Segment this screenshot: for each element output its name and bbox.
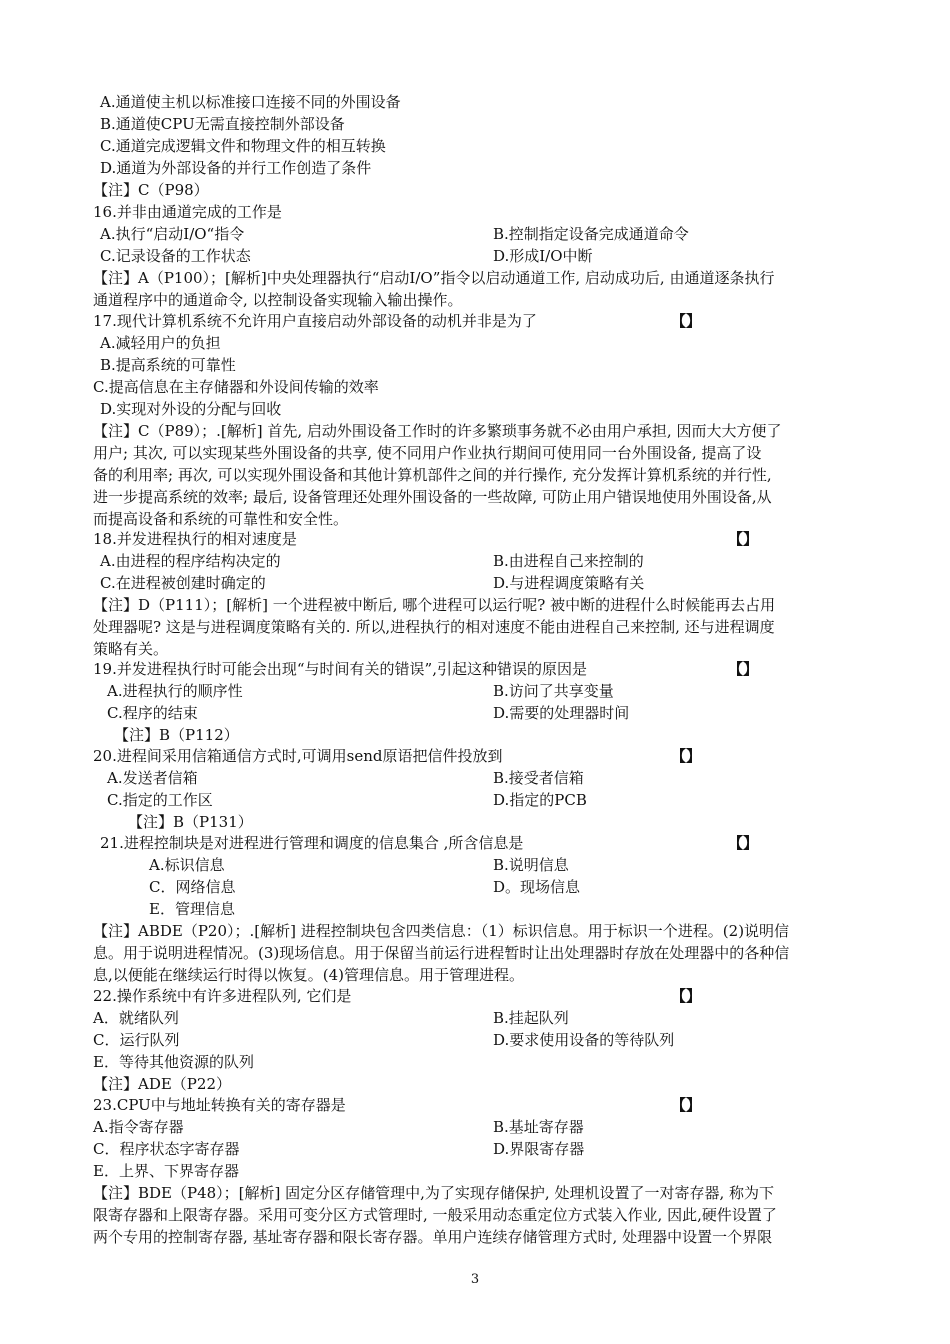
- q22-stem: 22.操作系统中有许多进程队列, 它们是: [93, 987, 352, 1005]
- q23-option-a: A.指令寄存器: [93, 1118, 184, 1136]
- q19-option-b: B.访问了共享变量: [493, 682, 614, 700]
- q17-note-line-3: 备的利用率; 再次, 可以实现外围设备和其他计算机部件之间的并行操作, 充分发挥计算机系统的并行性,: [93, 466, 772, 484]
- q17-note-line-1: 【注】C（P89）；.[解析] 首先, 启动外围设备工作时的许多繁琐事务就不必由用户承担, 因而大大方便了: [93, 422, 782, 440]
- q20-option-b: B.接受者信箱: [493, 769, 584, 787]
- q18-answer-bracket: 【】: [728, 530, 759, 548]
- q23-option-c: C．程序状态字寄存器: [93, 1140, 240, 1158]
- q21-note-line-3: 息,以便能在继续运行时得以恢复。(4)管理信息。用于管理进程。: [93, 966, 525, 984]
- q23-option-d: D.界限寄存器: [493, 1140, 585, 1158]
- q17-option-a: A.减轻用户的负担: [100, 334, 221, 352]
- q21-option-e: E．管理信息: [149, 900, 235, 918]
- q17-note-line-5: 而提高设备和系统的可靠性和安全性。: [93, 510, 349, 528]
- q21-stem: 21.进程控制块是对进程进行管理和调度的信息集合 ,所含信息是: [100, 834, 524, 852]
- q20-note: 【注】B（P131）: [128, 813, 253, 831]
- q22-option-c: C．运行队列: [93, 1031, 180, 1049]
- q16-option-a: A.执行“启动I/O“指令: [100, 225, 245, 243]
- q21-option-d: D。现场信息: [493, 878, 581, 896]
- q16-option-c: C.记录设备的工作状态: [100, 247, 251, 265]
- q21-option-b: B.说明信息: [493, 856, 569, 874]
- q22-option-a: A．就绪队列: [93, 1009, 179, 1027]
- q20-option-d: D.指定的PCB: [493, 791, 587, 809]
- q23-option-b: B.基址寄存器: [493, 1118, 584, 1136]
- q22-option-d: D.要求使用设备的等待队列: [493, 1031, 675, 1049]
- q17-option-d: D.实现对外设的分配与回收: [100, 400, 282, 418]
- q23-note-line-2: 限寄存器和上限寄存器。采用可变分区方式管理时, 一般采用动态重定位方式装入作业, 因此,硬件设置了: [93, 1206, 777, 1224]
- q18-note-line-1: 【注】D（P111）；[解析] 一个进程被中断后, 哪个进程可以运行呢? 被中断的进程什么时候能再去占用: [93, 596, 776, 614]
- q17-option-b: B.提高系统的可靠性: [100, 356, 236, 374]
- q16-stem: 16.并非由通道完成的工作是: [93, 203, 282, 221]
- q21-note-line-1: 【注】ABDE（P20）；.[解析] 进程控制块包含四类信息：（1）标识信息。用于标识一个进程。(2)说明信: [93, 922, 790, 940]
- q18-option-a: A.由进程的程序结构决定的: [100, 552, 281, 570]
- q15-option-d: D.通道为外部设备的并行工作创造了条件: [100, 159, 372, 177]
- q18-option-b: B.由进程自己来控制的: [493, 552, 644, 570]
- q15-note: 【注】C（P98）: [93, 181, 209, 199]
- q21-option-a: A.标识信息: [149, 856, 225, 874]
- q20-answer-bracket: 【】: [671, 747, 702, 765]
- q16-note-line-2: 通道程序中的通道命令, 以控制设备实现输入输出操作。: [93, 291, 463, 309]
- q20-option-c: C.指定的工作区: [107, 791, 213, 809]
- q17-option-c: C.提高信息在主存储器和外设间传输的效率: [93, 378, 379, 396]
- q23-stem: 23.CPU中与地址转换有关的寄存器是: [93, 1096, 346, 1114]
- q17-stem: 17.现代计算机系统不允许用户直接启动外部设备的动机并非是为了: [93, 312, 537, 330]
- q23-option-e: E．上界、下界寄存器: [93, 1162, 239, 1180]
- q16-option-b: B.控制指定设备完成通道命令: [493, 225, 689, 243]
- q22-option-b: B.挂起队列: [493, 1009, 569, 1027]
- q19-note: 【注】B（P112）: [114, 726, 239, 744]
- q19-answer-bracket: 【】: [728, 660, 759, 678]
- q18-stem: 18.并发进程执行的相对速度是: [93, 530, 297, 548]
- q21-answer-bracket: 【】: [728, 834, 759, 852]
- page-number: 3: [470, 1272, 480, 1287]
- q16-note-line-1: 【注】A（P100）；[解析]中央处理器执行“启动I/O”指令以启动通道工作, 启动成功后, 由通道逐条执行: [93, 269, 775, 287]
- q18-note-line-2: 处理器呢? 这是与进程调度策略有关的. 所以,进程执行的相对速度不能由进程自己来控制, 还与进程调度: [93, 618, 775, 636]
- q23-note-line-3: 两个专用的控制寄存器, 基址寄存器和限长寄存器。单用户连续存储管理方式时, 处理器中设置一个界限: [93, 1228, 773, 1246]
- q21-note-line-2: 息。用于说明进程情况。(3)现场信息。用于保留当前运行进程暂时让出处理器时存放在处理器中的各种信: [93, 944, 790, 962]
- q23-answer-bracket: 【】: [671, 1096, 702, 1114]
- q17-answer-bracket: 【】: [671, 312, 702, 330]
- q17-note-line-2: 用户; 其次, 可以实现某些外围设备的共享, 使不同用户作业执行期间可使用同一台外围设备, 提高了设: [93, 444, 762, 462]
- q15-option-c: C.通道完成逻辑文件和物理文件的相互转换: [100, 137, 386, 155]
- q18-option-c: C.在进程被创建时确定的: [100, 574, 266, 592]
- q17-note-line-4: 进一步提高系统的效率; 最后, 设备管理还处理外围设备的一些故障, 可防止用户错误地使用外围设备,从: [93, 488, 772, 506]
- q20-stem: 20.进程间采用信箱通信方式时,可调用send原语把信件投放到: [93, 747, 503, 765]
- q21-option-c: C．网络信息: [149, 878, 236, 896]
- q19-option-a: A.进程执行的顺序性: [107, 682, 243, 700]
- q18-option-d: D.与进程调度策略有关: [493, 574, 645, 592]
- q18-note-line-3: 策略有关。: [93, 640, 169, 658]
- q20-option-a: A.发送者信箱: [107, 769, 198, 787]
- q15-option-b: B.通道使CPU无需直接控制外部设备: [100, 115, 345, 133]
- q23-note-line-1: 【注】BDE（P48）；[解析] 固定分区存储管理中,为了实现存储保护, 处理机设置了一对寄存器, 称为下: [93, 1184, 774, 1202]
- q22-note: 【注】ADE（P22）: [93, 1075, 231, 1093]
- q15-option-a: A.通道使主机以标准接口连接不同的外围设备: [100, 93, 401, 111]
- q16-option-d: D.形成I/O中断: [493, 247, 593, 265]
- q19-stem: 19.并发进程执行时可能会出现“与时间有关的错误”,引起这种错误的原因是: [93, 660, 587, 678]
- q19-option-d: D.需要的处理器时间: [493, 704, 630, 722]
- q22-answer-bracket: 【】: [671, 987, 702, 1005]
- q19-option-c: C.程序的结束: [107, 704, 198, 722]
- q22-option-e: E．等待其他资源的队列: [93, 1053, 254, 1071]
